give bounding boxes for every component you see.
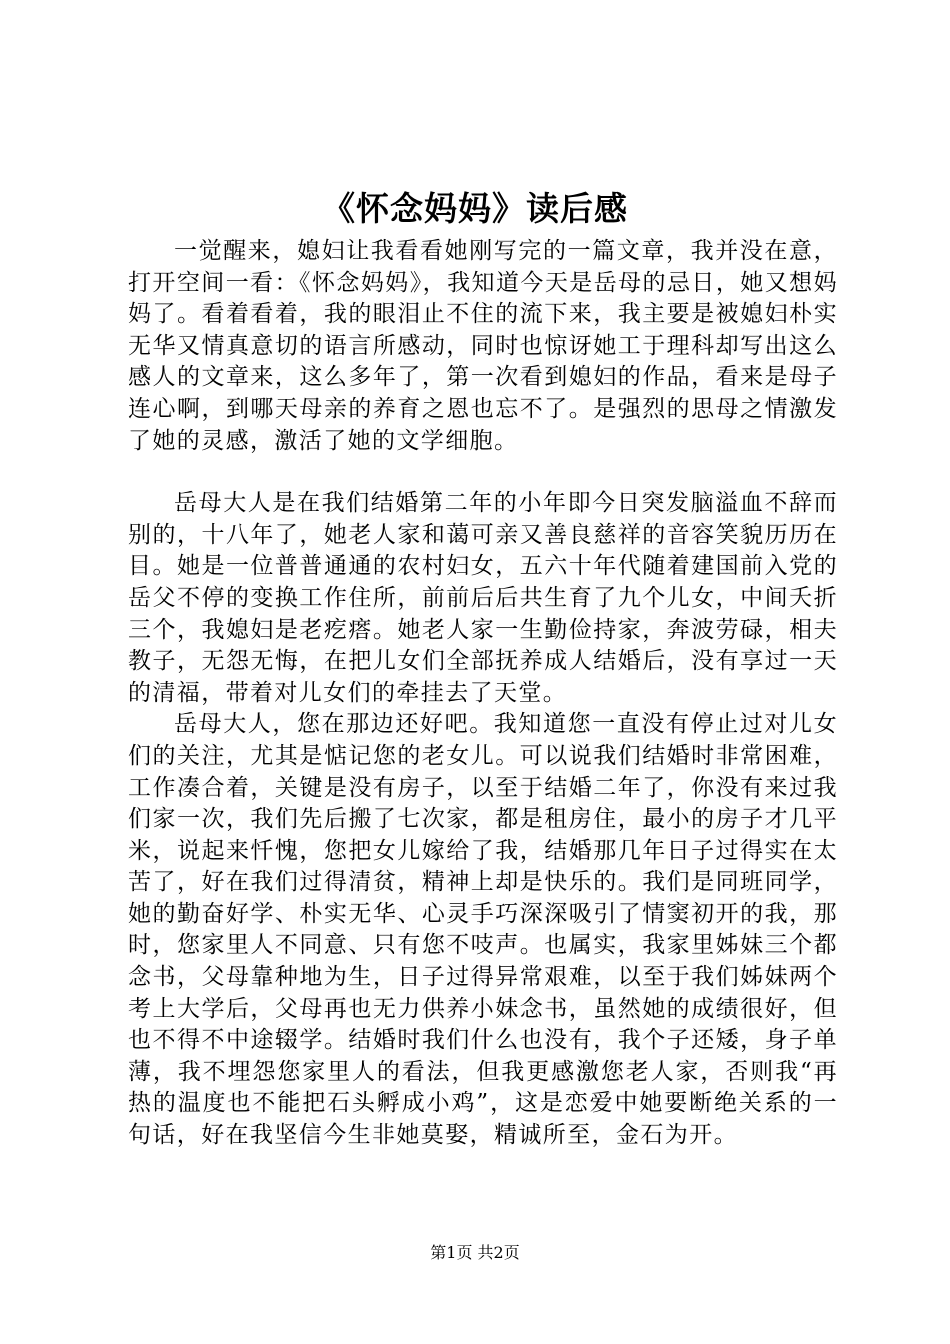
page-number: 第1页 共2页 [430,1243,520,1262]
paragraph-2: 岳母大人是在我们结婚第二年的小年即今日突发脑溢血不辞而别的，十八年了，她老人家和蔼可亲又善良慈祥的音容笑貌历历在目。她是一位普普通通的农村妇女，五六十年代随着建国前入党的岳父不停的变换工作住所，前前后后共生育了九个儿女，中间夭折三个，我媳妇是老疙瘩。她老人家一生勤俭持家，奔波劳碌，相夫教子，无怨无悔，在把儿女们全部抚养成人结婚后，没有享过一天的清福，带着对儿女们的牵挂去了天堂。 [128,490,838,706]
document-body [128,236,838,1152]
document-title: 《怀念妈妈》读后感 [322,189,628,228]
paragraph-3: 岳母大人，您在那边还好吧。我知道您一直没有停止过对儿女们的关注，尤其是惦记您的老女儿。可以说我们结婚时非常困难，工作凑合着，关键是没有房子，以至于结婚二年了，你没有来过我们家一次，我们先后搬了七次家，都是租房住，最小的房子才几平米，说起来忏愧，您把女儿嫁给了我，结婚那几年日子过得实在太苦了，好在我们过得清贫，精神上却是快乐的。我们是同班同学，她的勤奋好学、朴实无华、心灵手巧深深吸引了情窦初开的我，那时，您家里人不同意、只有您不吱声。也属实，我家里姊妹三个都念书，父母靠种地为生，日子过得异常艰难，以至于我们姊妹两个考上大学后，父母再也无力供养小妹念书，虽然她的成绩很好，但也不得不中途辍学。结婚时我们什么也没有，我个子还矮，身子单薄，我不埋怨您家里人的看法，但我更感激您老人家，否则我“再热的温度也不能把石头孵成小鸡”，这是恋爱中她要断绝关系的一句话，好在我坚信今生非她莫娶，精诚所至，金石为开。 [128,711,838,1149]
paragraph-1: 一觉醒来，媳妇让我看看她刚写完的一篇文章，我并没在意，打开空间一看：《怀念妈妈》，我知道今天是岳母的忌日，她又想妈妈了。看着看着，我的眼泪止不住的流下来，我主要是被媳妇朴实无华又情真意切的语言所感动，同时也惊讶她工于理科却写出这么感人的文章来，这么多年了，第一次看到媳妇的作品，看来是母子连心啊，到哪天母亲的养育之恩也忘不了。是强烈的思母之情激发了她的灵感，激活了她的文学细胞。 [128,238,838,454]
